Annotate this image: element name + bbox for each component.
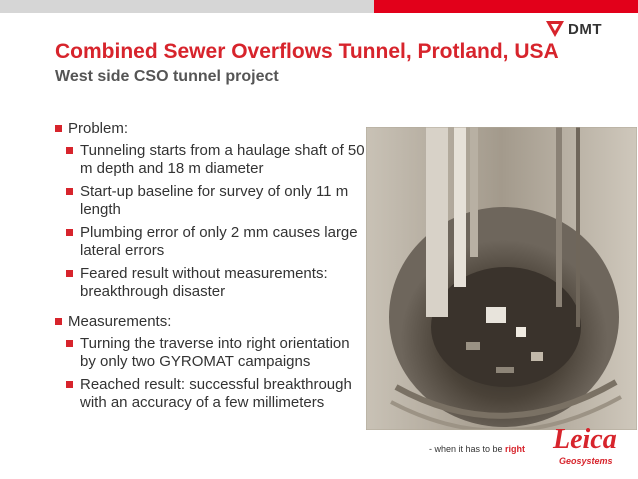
dmt-logo-text: DMT bbox=[568, 20, 602, 38]
leica-logo bbox=[553, 425, 627, 471]
tagline bbox=[429, 444, 525, 454]
leica-logo-word: Leica bbox=[553, 424, 617, 455]
measurements-heading bbox=[55, 313, 365, 331]
problem-heading-text: Problem: bbox=[68, 120, 129, 137]
top-bar-red bbox=[374, 0, 638, 13]
shaft-photo-image bbox=[366, 127, 637, 430]
measurements-item-text: Turning the traverse into right orientation by only two GYROMAT campaigns bbox=[80, 335, 350, 370]
square-bullet-icon bbox=[55, 318, 62, 325]
problem-item-text: Start-up baseline for survey of only 11 m length bbox=[80, 183, 349, 218]
measurements-item bbox=[55, 335, 365, 371]
slide-title: Combined Sewer Overflows Tunnel, Protland, USA bbox=[55, 40, 559, 63]
square-bullet-icon bbox=[66, 188, 73, 195]
problem-item-text: Tunneling starts from a haulage shaft of 50 m depth and 18 m diameter bbox=[80, 142, 365, 177]
problem-item-text: Plumbing error of only 2 mm causes large lateral errors bbox=[80, 224, 358, 259]
section-gap bbox=[55, 306, 365, 313]
problem-item bbox=[55, 224, 365, 260]
square-bullet-icon bbox=[66, 381, 73, 388]
problem-heading bbox=[55, 120, 365, 138]
slide-subtitle: West side CSO tunnel project bbox=[55, 68, 279, 85]
tagline-text: - when it has to be bbox=[429, 444, 506, 454]
leica-logo-sub: Geosystems bbox=[559, 456, 613, 466]
problem-item-text: Feared result without measurements: breakthrough disaster bbox=[80, 265, 328, 300]
tagline-highlight: right bbox=[505, 444, 526, 454]
square-bullet-icon bbox=[66, 147, 73, 154]
dmt-logo bbox=[546, 20, 602, 38]
measurements-heading-text: Measurements: bbox=[68, 313, 172, 330]
bullet-content bbox=[55, 120, 365, 417]
square-bullet-icon bbox=[55, 125, 62, 132]
top-bar-grey bbox=[0, 0, 374, 13]
square-bullet-icon bbox=[66, 229, 73, 236]
shaft-photo bbox=[366, 127, 637, 430]
problem-item bbox=[55, 183, 365, 219]
measurements-item bbox=[55, 376, 365, 412]
square-bullet-icon bbox=[66, 340, 73, 347]
dmt-logo-icon bbox=[546, 21, 564, 37]
measurements-item-text: Reached result: successful breakthrough with an accuracy of a few millimeters bbox=[80, 376, 352, 411]
problem-item bbox=[55, 142, 365, 178]
problem-item bbox=[55, 265, 365, 301]
square-bullet-icon bbox=[66, 270, 73, 277]
